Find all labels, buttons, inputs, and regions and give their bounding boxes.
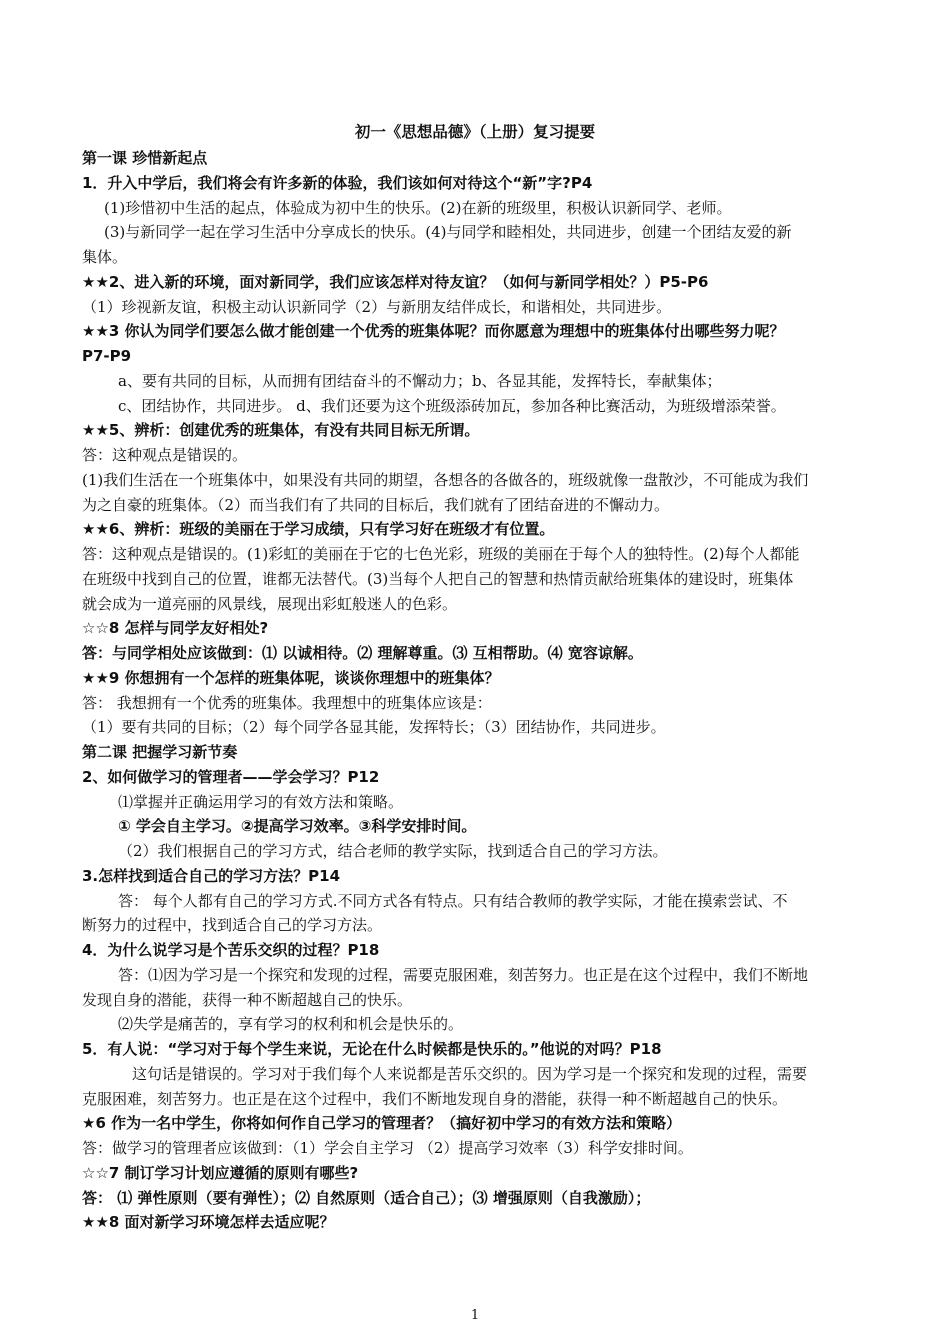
text-line: 答：⑴因为学习是一个探究和发现的过程，需要克服困难，刻苦努力。也正是在这个过程中，我们不断地 <box>118 965 809 984</box>
text-line: ⑵失学是痛苦的，享有学习的权利和机会是快乐的。 <box>118 1015 464 1034</box>
text-line: 克服困难，刻苦努力。也正是在这个过程中，我们不断地发现自身的潜能，获得一种不断超越自己的快乐。 <box>82 1089 788 1108</box>
text-line: ★★8 面对新学习环境怎样去适应呢？ <box>82 1213 335 1232</box>
text-line: 就会成为一道亮丽的风景线，展现出彩虹般迷人的色彩。 <box>82 594 458 613</box>
text-line: 为之自豪的班集体。（2）而当我们有了共同的目标后，我们就有了团结奋进的不懈动力。 <box>82 495 670 514</box>
text-line: 断努力的过程中，找到适合自己的学习方法。 <box>82 916 383 935</box>
text-line: ☆☆7 制订学习计划应遵循的原则有哪些? <box>82 1163 359 1182</box>
text-line: (3)与新同学一起在学习生活中分享成长的快乐。(4)与同学和睦相处，共同进步，创建一个团结友爱的新 <box>104 223 792 242</box>
text-line: 4．为什么说学习是个苦乐交织的过程？P18 <box>82 941 380 959</box>
text-line: （2）我们根据自己的学习方式，结合老师的教学实际，找到适合自己的学习方法。 <box>118 842 668 860</box>
text-line: （1）要有共同的目标；（2）每个同学各显其能，发挥特长；（3）团结协作，共同进步。 <box>82 718 666 737</box>
text-line: 答：与同学相处应该做到：⑴ 以诚相待。⑵ 理解尊重。⑶ 互相帮助。⑷ 宽容谅解。 <box>82 644 643 662</box>
text-line: ★★6、辨析：班级的美丽在于学习成绩，只有学习好在班级才有位置。 <box>82 520 555 539</box>
text-line: （1）珍视新友谊，积极主动认识新同学（2）与新朋友结伴成长，和谐相处，共同进步。 <box>82 297 672 316</box>
text-line: 答： ⑴ 弹性原则（要有弹性）；⑵ 自然原则（适合自己）；⑶ 增强原则（自我激励）； <box>82 1188 651 1207</box>
text-line: 3.怎样找到适合自己的学习方法？P14 <box>82 866 341 885</box>
text-line: 答：做学习的管理者应该做到：（1）学会自主学习 （2）提高学习效率（3）科学安排时间。 <box>82 1139 693 1157</box>
text-line: 答：这种观点是错误的。(1)彩虹的美丽在于它的七色光彩，班级的美丽在于每个人的独特性。(2)每个人都能 <box>82 545 800 563</box>
text-line: ★★2、进入新的环境，面对新同学，我们应该怎样对待友谊？（如何与新同学相处？）P5-P6 <box>82 272 709 291</box>
page-number: 1 <box>470 1308 480 1323</box>
text-line: ★★9 你想拥有一个怎样的班集体呢，谈谈你理想中的班集体？ <box>82 668 500 687</box>
text-line: 在班级中找到自己的位置，谁都无法替代。(3)当每个人把自己的智慧和热情贡献给班集体的建设时，班集体 <box>82 569 794 588</box>
text-line: ★★5、辨析：创建优秀的班集体，有没有共同目标无所谓。 <box>82 421 480 440</box>
text-line: 第二课 把握学习新节奏 <box>82 743 238 761</box>
text-line: 集体。 <box>82 248 128 266</box>
text-line: ★★3 你认为同学们要怎么做才能创建一个优秀的班集体呢？而你愿意为理想中的班集体付出哪些努力呢？ <box>82 322 785 341</box>
text-line: 1．升入中学后，我们将会有许多新的体验，我们该如何对待这个“新”字?P4 <box>82 173 593 192</box>
document-title: 初一《思想品德》（上册）复习提要 <box>354 123 596 141</box>
text-line: (1)我们生活在一个班集体中，如果没有共同的期望，各想各的各做各的，班级就像一盘散沙，不可能成为我们 <box>82 470 809 489</box>
text-line: P7-P9 <box>82 347 132 365</box>
text-line: ① 学会自主学习。②提高学习效率。③科学安排时间。 <box>118 817 477 836</box>
text-line: 答：这种观点是错误的。 <box>82 446 248 464</box>
text-line: 这句话是错误的。学习对于我们每个人来说都是苦乐交织的。因为学习是一个探究和发现的过程，需要 <box>132 1064 808 1083</box>
text-line: ⑴掌握并正确运用学习的有效方法和策略。 <box>118 792 404 811</box>
text-line: (1)珍惜初中生活的起点，体验成为初中生的快乐。(2)在新的班级里，积极认识新同学、老师。 <box>104 198 732 217</box>
text-line: a、要有共同的目标，从而拥有团结奋斗的不懈动力；b、各显其能，发挥特长，奉献集体； <box>118 371 722 390</box>
text-line: c、团结协作，共同进步。 d、我们还要为这个班级添砖加瓦，参加各种比赛活动，为班级增添荣誉。 <box>118 396 786 415</box>
text-line: 第一课 珍惜新起点 <box>82 149 208 167</box>
text-line: 5．有人说：“学习对于每个学生来说，无论在什么时候都是快乐的。”他说的对吗？P18 <box>82 1040 662 1058</box>
text-line: 2、如何做学习的管理者——学会学习？P12 <box>82 767 380 786</box>
text-line: 答： 我想拥有一个优秀的班集体。我理想中的班集体应该是： <box>82 693 492 712</box>
text-line: ★6 作为一名中学生，你将如何作自己学习的管理者？（搞好初中学习的有效方法和策略） <box>82 1114 682 1133</box>
text-line: 发现自身的潜能，获得一种不断超越自己的快乐。 <box>82 990 413 1009</box>
text-line: ☆☆8 怎样与同学友好相处? <box>82 619 269 638</box>
text-line: 答： 每个人都有自己的学习方式.不同方式各有特点。只有结合教师的教学实际，才能在摸索尝试、不 <box>118 891 788 910</box>
